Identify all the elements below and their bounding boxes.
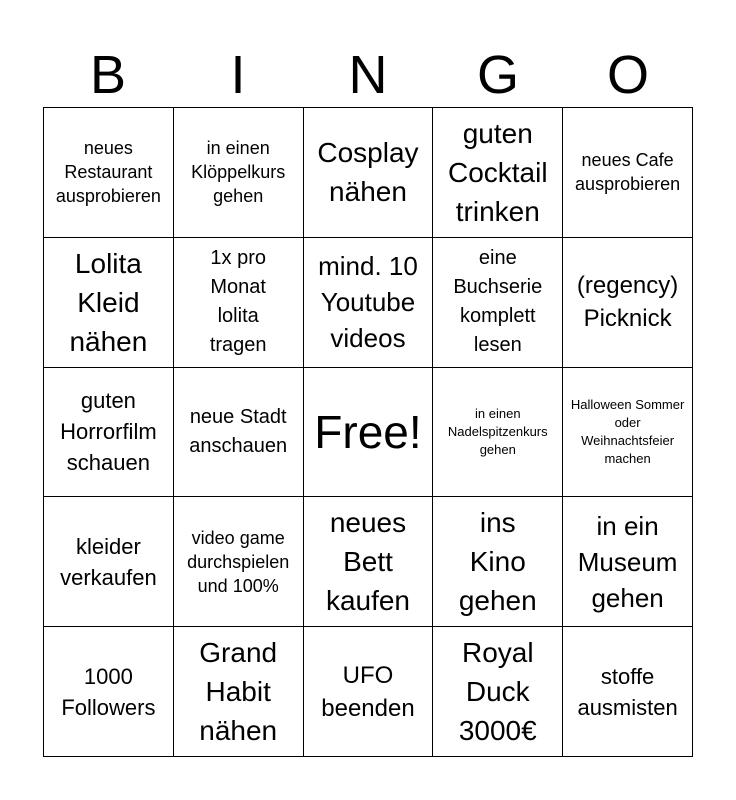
bingo-cell[interactable] [44,497,174,627]
cell-text: Lolita Kleid nähen [69,247,148,357]
cell-text: in einen Nadelspitzenkurs gehen [447,405,548,457]
cell-text: in ein Museum gehen [577,510,678,613]
bingo-cell[interactable] [44,238,174,368]
bingo-grid [43,107,693,757]
bingo-cell[interactable] [563,627,693,757]
bingo-cell[interactable] [304,108,434,238]
bingo-cell[interactable] [174,238,304,368]
bingo-cell[interactable] [563,238,693,368]
cell-text: mind. 10 Youtube videos [318,251,418,354]
bingo-cell[interactable] [174,108,304,238]
bingo-cell[interactable] [304,627,434,757]
bingo-cell[interactable] [174,627,304,757]
cell-text: guten Cocktail trinken [447,117,548,227]
cell-text: ins Kino gehen [458,507,537,617]
bingo-cell[interactable] [433,368,563,498]
bingo-cell[interactable] [44,368,174,498]
cell-text: neues Bett kaufen [325,507,411,617]
bingo-cell[interactable] [563,497,693,627]
cell-text: guten Horrorfilm schauen [60,388,157,476]
bingo-cell[interactable] [174,368,304,498]
free-space-cell[interactable] [304,368,434,498]
bingo-cell[interactable] [304,238,434,368]
cell-text: neues Cafe ausprobieren [575,150,681,195]
header-letter-n: N [348,45,388,105]
cell-text: neues Restaurant ausprobieren [55,138,161,207]
bingo-cell[interactable] [563,108,693,238]
cell-text: video game durchspielen und 100% [187,527,290,596]
cell-text: eine Buchserie komplett lesen [453,247,543,357]
cell-text: Halloween Sommer oder Weihnachtsfeier machen [570,396,685,466]
bingo-cell[interactable] [44,108,174,238]
cell-text: Royal Duck 3000€ [458,637,537,747]
cell-text: Cosplay nähen [317,137,419,208]
cell-text: 1x pro Monat lolita tragen [209,247,267,357]
cell-text: in einen Klöppelkurs gehen [191,138,286,207]
cell-text: 1000 Followers [61,663,156,720]
bingo-cell[interactable] [433,627,563,757]
cell-text: (regency) Picknick [576,272,679,333]
header-letter-g: G [476,45,519,105]
bingo-cell[interactable] [304,497,434,627]
cell-text: Grand Habit nähen [199,637,278,747]
bingo-cell[interactable] [44,627,174,757]
header-letter-i: I [230,45,246,105]
cell-text: neue Stadt anschauen [189,405,288,457]
bingo-cell[interactable] [563,368,693,498]
bingo-header [43,42,693,108]
bingo-cell[interactable] [433,238,563,368]
cell-text: UFO beenden [321,661,415,722]
cell-text: stoffe ausmisten [577,663,678,720]
bingo-cell[interactable] [433,108,563,238]
cell-text: kleider verkaufen [60,533,157,590]
header-letter-o: O [606,45,649,105]
bingo-cell[interactable] [174,497,304,627]
free-space-text: Free! [314,405,422,458]
header-letter-b: B [89,45,127,105]
bingo-cell[interactable] [433,497,563,627]
